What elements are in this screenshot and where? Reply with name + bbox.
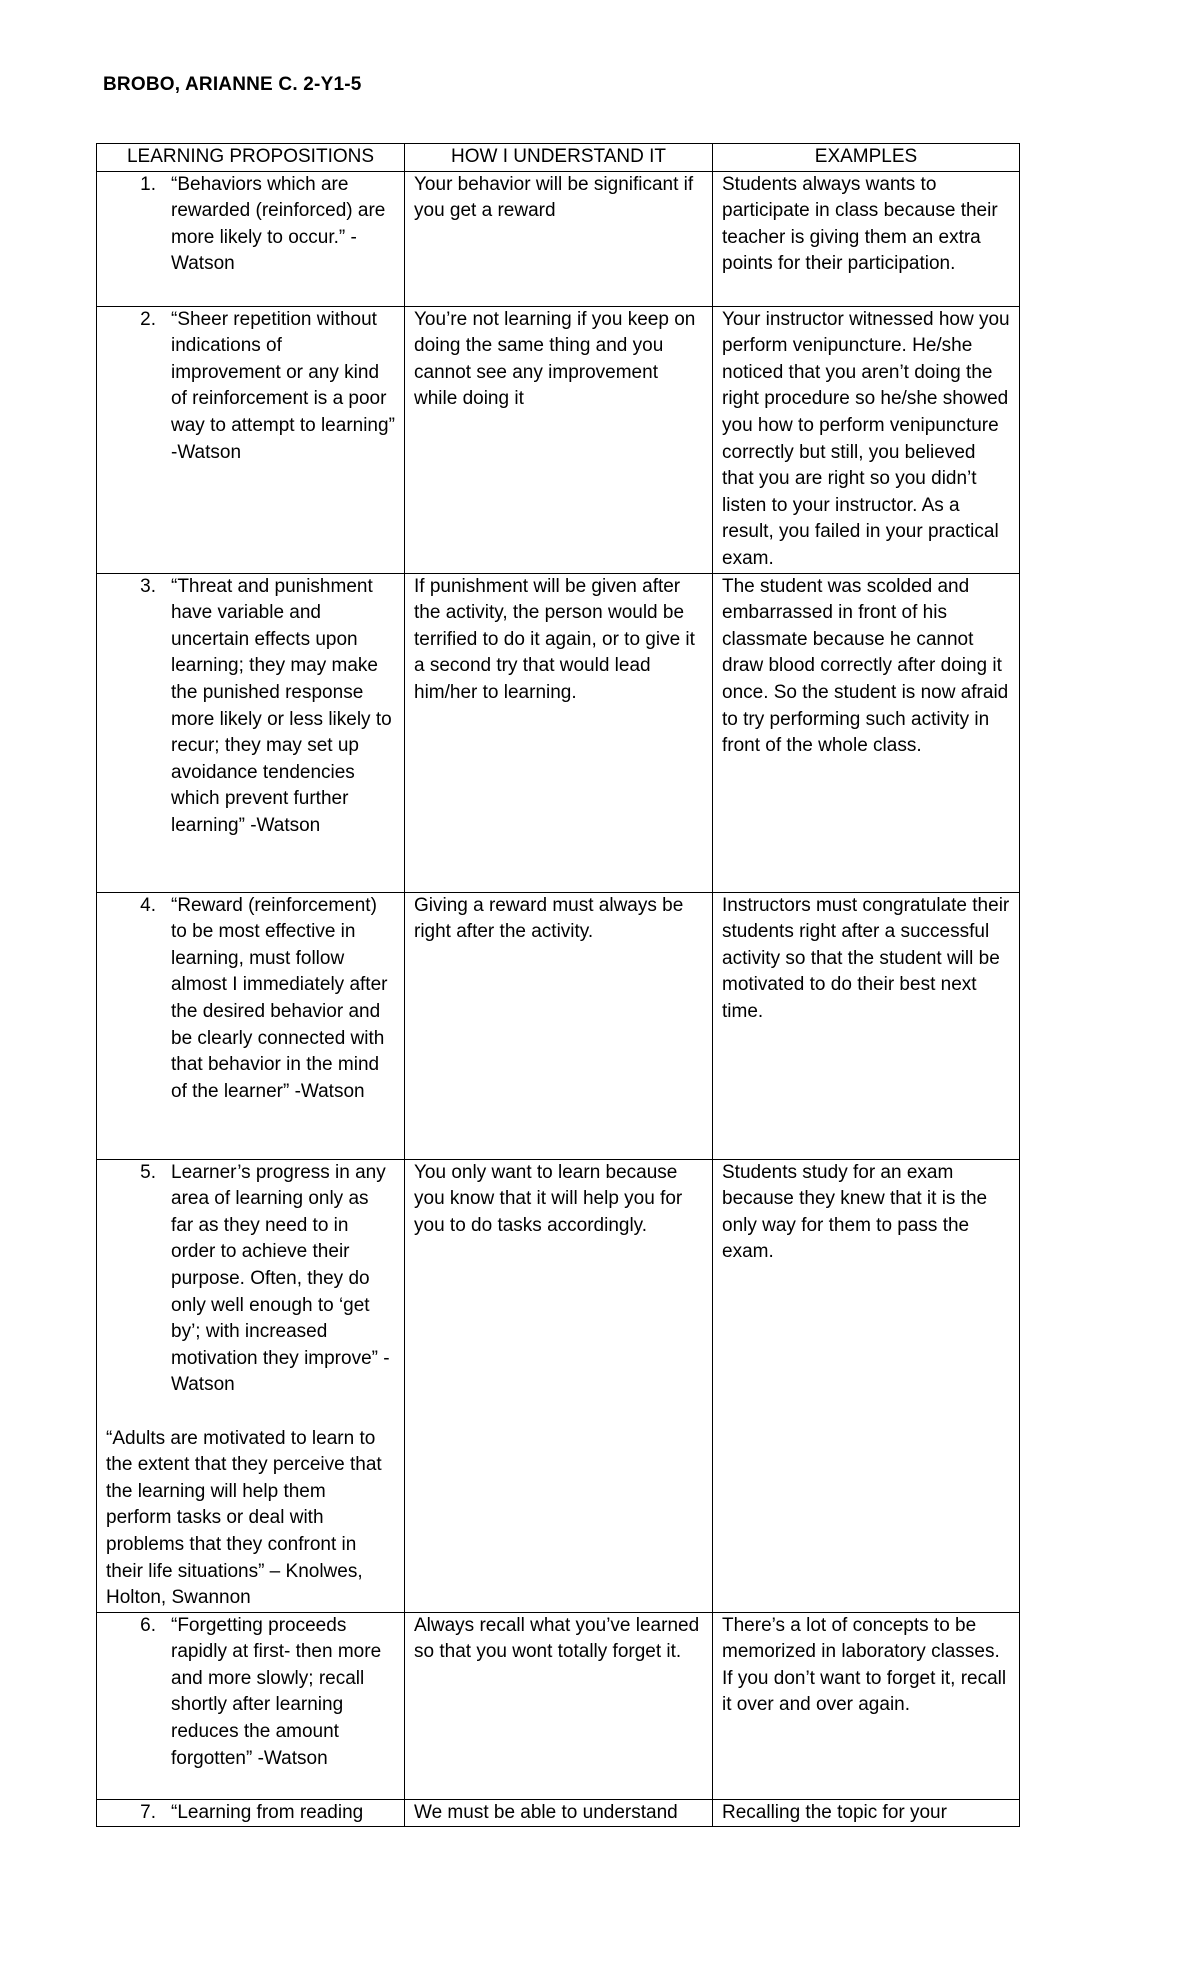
- proposition-number: 3.: [140, 575, 156, 597]
- proposition-cell: [97, 892, 405, 1159]
- proposition-text: “Reward (reinforcement) to be most effective in learning, must follow almost I immediately after the desired behavior and be clearly connected with that behavior in the mind of the learner” -Watson: [171, 894, 388, 1102]
- proposition-number: 4.: [140, 894, 156, 916]
- proposition-text: “Forgetting proceeds rapidly at first- then more and more slowly; recall shortly after learning reduces the amount forgotten” -Watson: [171, 1614, 382, 1769]
- understanding-cell: We must be able to understand: [405, 1799, 713, 1827]
- table-row: [97, 1799, 1020, 1827]
- example-cell: Recalling the topic for your: [713, 1799, 1020, 1827]
- example-cell: Your instructor witnessed how you perform venipuncture. He/she noticed that you aren’t doing the right procedure so he/she showed you how to perform venipuncture correctly but still, you believed that you are right so you didn’t listen to your instructor. As a result, you failed in your practical exam.: [713, 306, 1020, 573]
- example-cell: Students study for an exam because they knew that it is the only way for them to pass the exam.: [713, 1159, 1020, 1612]
- proposition-extra-quote: “Adults are motivated to learn to the extent that they perceive that the learning will help them perform tasks or deal with problems that they confront in their life situations” – Knolwes, Holton, Swannon: [106, 1427, 382, 1609]
- proposition-cell: [97, 171, 405, 306]
- proposition-text: “Sheer repetition without indications of improvement or any kind of reinforcement is a poor way to attempt to learning” -Watson: [171, 308, 395, 463]
- proposition-text: Learner’s progress in any area of learning only as far as they need to in order to achieve their purpose. Often, they do only well enough to ‘get by’; with increased motivation they improve” -Watson: [171, 1161, 390, 1396]
- understanding-cell: If punishment will be given after the activity, the person would be terrified to do it again, or to give it a second try that would lead him/her to learning.: [405, 573, 713, 892]
- proposition-number: 5.: [140, 1161, 156, 1183]
- proposition-text: “Learning from reading: [171, 1801, 364, 1823]
- proposition-text: “Threat and punishment have variable and uncertain effects upon learning; they may make the punished response more likely or less likely to recur; they may set up avoidance tendencies which prevent further learning” -Watson: [171, 575, 392, 836]
- table-row: [97, 892, 1020, 1159]
- proposition-cell: [97, 1159, 405, 1612]
- column-header-examples: EXAMPLES: [713, 144, 1020, 172]
- proposition-cell: [97, 306, 405, 573]
- understanding-cell: You only want to learn because you know that it will help you for you to do tasks accordingly.: [405, 1159, 713, 1612]
- example-cell: Instructors must congratulate their students right after a successful activity so that the student will be motivated to do their best next time.: [713, 892, 1020, 1159]
- understanding-cell: Always recall what you’ve learned so that you wont totally forget it.: [405, 1612, 713, 1799]
- proposition-cell: [97, 1799, 405, 1827]
- example-cell: The student was scolded and embarrassed in front of his classmate because he cannot draw blood correctly after doing it once. So the student is now afraid to try performing such activity in front of the whole class.: [713, 573, 1020, 892]
- proposition-number: 1.: [140, 173, 156, 195]
- example-cell: Students always wants to participate in class because their teacher is giving them an extra points for their participation.: [713, 171, 1020, 306]
- understanding-cell: Your behavior will be significant if you get a reward: [405, 171, 713, 306]
- column-header-understanding: HOW I UNDERSTAND IT: [405, 144, 713, 172]
- proposition-number: 6.: [140, 1614, 156, 1636]
- table-row: [97, 1612, 1020, 1799]
- proposition-cell: [97, 573, 405, 892]
- table-header-row: [97, 144, 1020, 172]
- table-row: [97, 171, 1020, 306]
- table-row: [97, 1159, 1020, 1612]
- understanding-cell: You’re not learning if you keep on doing the same thing and you cannot see any improvement while doing it: [405, 306, 713, 573]
- example-cell: There’s a lot of concepts to be memorized in laboratory classes. If you don’t want to forget it, recall it over and over again.: [713, 1612, 1020, 1799]
- column-header-propositions: LEARNING PROPOSITIONS: [97, 144, 405, 172]
- proposition-number: 2.: [140, 308, 156, 330]
- table-row: [97, 573, 1020, 892]
- understanding-cell: Giving a reward must always be right after the activity.: [405, 892, 713, 1159]
- table-row: [97, 306, 1020, 573]
- document-title: BROBO, ARIANNE C. 2-Y1-5: [103, 74, 362, 95]
- proposition-text: “Behaviors which are rewarded (reinforced) are more likely to occur.” -Watson: [171, 173, 386, 275]
- proposition-cell: [97, 1612, 405, 1799]
- learning-propositions-table: [96, 143, 1020, 1827]
- proposition-number: 7.: [140, 1801, 156, 1823]
